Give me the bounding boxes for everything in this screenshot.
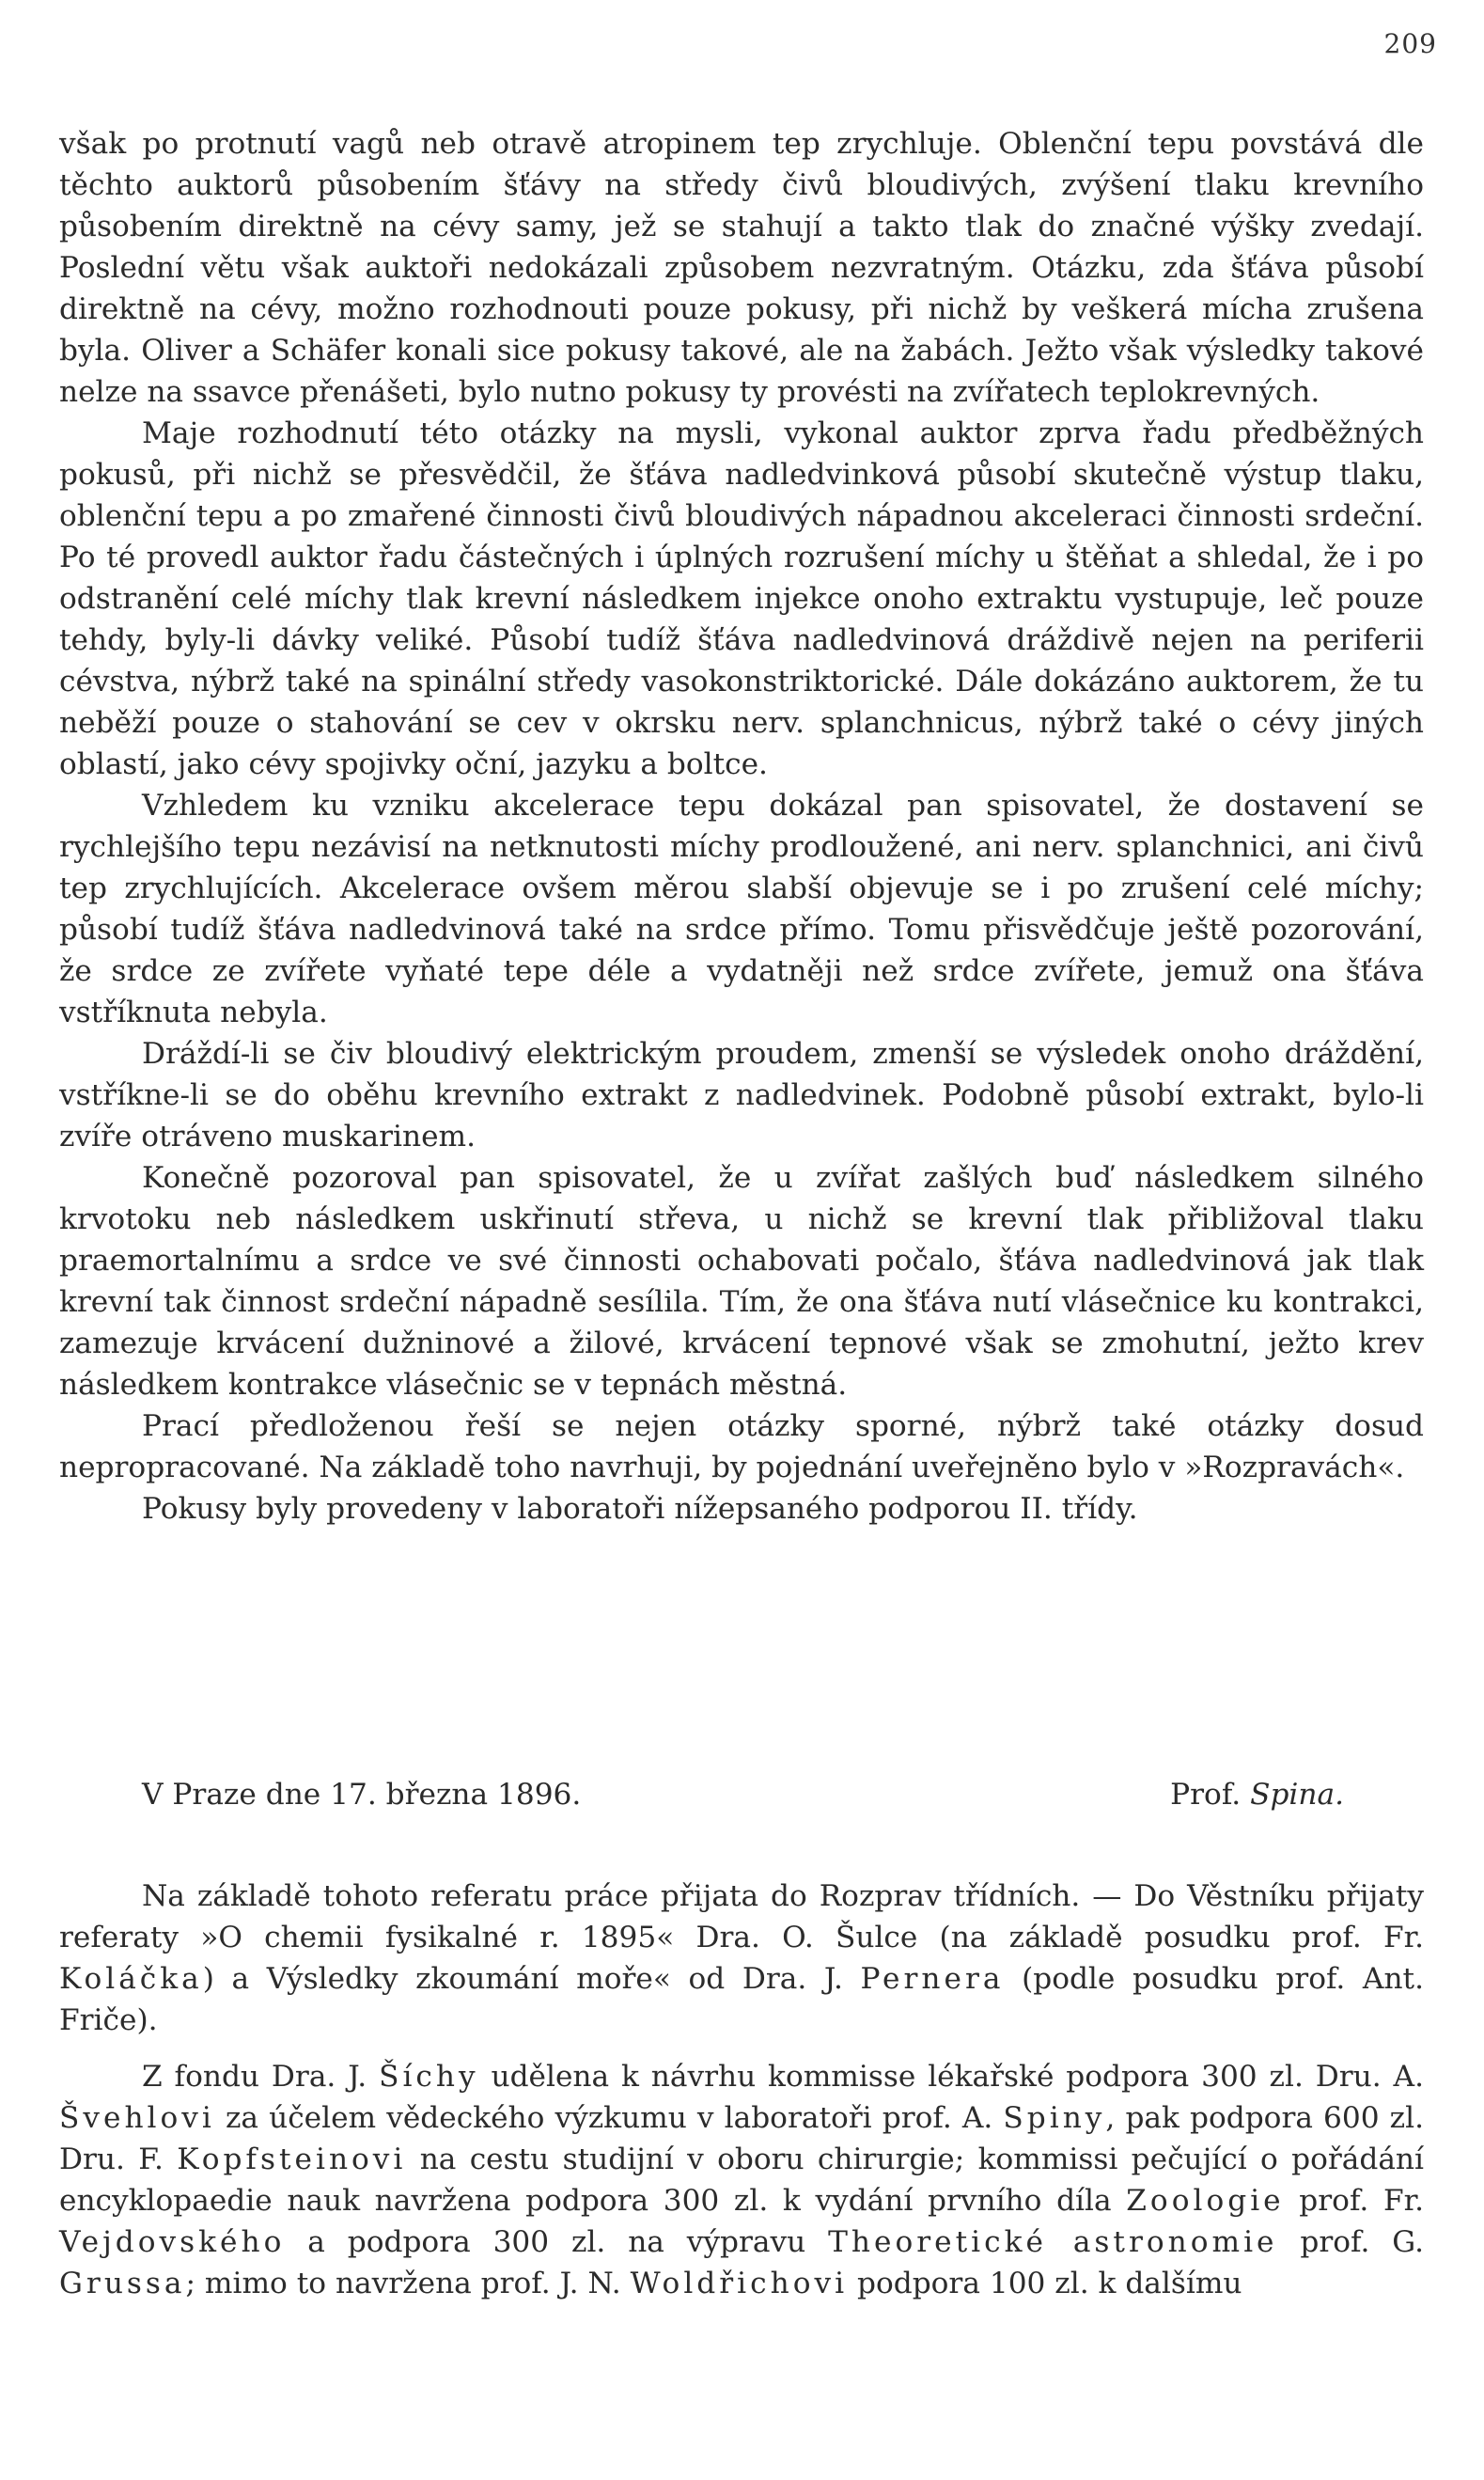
signature-prefix: Prof. xyxy=(1170,1778,1242,1812)
signature-line xyxy=(59,1774,1424,1815)
page-number: 209 xyxy=(1383,28,1437,59)
paragraph-grants: Z fondu Dra. J. Šíchy udělena k návrhu kommisse lékařské podpora 300 zl. Dru. A. Švehlovi za účelem vědeckého výzkumu v laboratoři prof. A. Spiny, pak podpora 600 zl. Dru. F. Kopfsteinovi na cestu studijní v oboru chirurgie; kommissi pečující o pořádání encyklopaedie nauk navržena podpora 300 zl. k vydání prvního díla Zoologie prof. Fr. Vejdovského a podpora 300 zl. na výpravu Theoretické astronomie prof. G. Grussa; mimo to navržena prof. J. N. Woldřichovi podpora 100 zl. k dalšímu xyxy=(59,2060,1425,2300)
paragraph-conclusion: Konečně pozoroval pan spisovatel, že u zvířat zašlých buď následkem silného krvotoku neb následkem uskřinutí střeva, u nichž se krevní tlak přibližoval tlaku praemortalnímu a srdce ve své činnosti ochabovati počalo, šťáva nadledvinová jak tlak krevní tak činnost srdeční nápadně sesílila. Tím, že ona šťáva nutí vlásečnice ku kontrakci, zamezuje krvácení dužninové a žilové, krvácení tepnové však se zmohutní, ježto krev následkem kontrakce vlásečnic se v tepnách městná. xyxy=(59,1161,1424,1402)
paragraph-proposal: Prací předloženou řeší se nejen otázky sporné, nýbrž také otázky dosud nepropracované. Na základě toho navrhuji, by pojednání uveřejněno bylo v »Rozpravách«. xyxy=(59,1409,1424,1484)
paragraph-continuation: však po protnutí vagů neb otravě atropinem tep zrychluje. Oblenční tepu povstává dle těchto auktorů působením šťávy na středy čivů bloudivých, zvýšení tlaku krevního působením direktně na cévy samy, jež se stahují a takto tlak do značné výšky zvedají. Poslední větu však auktoři nedokázali způsobem nezvratným. Otázku, zda šťáva působí direktně na cévy, možno rozhodnouti pouze pokusy, při nichž by veškerá mícha zrušena byla. Oliver a Schäfer konali sice pokusy takové, ale na žabách. Ježto však výsledky takové nelze na ssavce přenášeti, bylo nutno pokusy ty provésti na zvířatech teplokrevných. xyxy=(59,127,1424,409)
paragraph-vagus: Dráždí-li se čiv bloudivý elektrickým proudem, zmenší se výsledek onoho dráždění, vstříkne-li se do oběhu krevního extrakt z nadledvinek. Podobně působí extrakt, bylo-li zvíře otráveno muskarinem. xyxy=(59,1037,1424,1154)
paragraph-accepted-works: Na základě tohoto referatu práce přijata do Rozprav třídních. — Do Věstníku přijaty referaty »O chemii fysikalné r. 1895« Dra. O. Šulce (na základě posudku prof. Fr. Koláčka) a Výsledky zkoumání moře« od Dra. J. Pernera (podle posudku prof. Ant. Friče). xyxy=(59,1879,1424,2037)
paragraph-acceleration: Vzhledem ku vzniku akcelerace tepu dokázal pan spisovatel, že dostavení se rychlejšího tepu nezávisí na netknutosti míchy prodloužené, ani nerv. splanchnici, ani čivů tep zrychlujících. Akcelerace ovšem měrou slabší objevuje se i po zrušení celé míchy; působí tudíž šťáva nadledvinová také na srdce přímo. Tomu přisvědčuje ještě pozorování, že srdce ze zvířete vyňaté tepe déle a vydatněji než srdce zvířete, jemuž ona šťáva vstříknuta nebyla. xyxy=(59,789,1424,1029)
signature-date: V Praze dne 17. března 1896. xyxy=(142,1778,582,1812)
report-body xyxy=(59,123,1424,1530)
minutes-body xyxy=(59,1876,1424,2304)
paragraph-laboratory: Pokusy byly provedeny v laboratoři nížepsaného podporou II. třídy. xyxy=(142,1492,1138,1526)
signature-name: Spina. xyxy=(1250,1778,1344,1812)
signature-author xyxy=(1170,1774,1424,1815)
paragraph-experiments: Maje rozhodnutí této otázky na mysli, vykonal auktor zprva řadu předběžných pokusů, při nichž se přesvědčil, že šťáva nadledvinková působí skutečně výstup tlaku, oblenční tepu a po zmařené činnosti čivů bloudivých nápadnou akceleraci činnosti srdeční. Po té provedl auktor řadu částečných i úplných rozrušení míchy u štěňat a shledal, že i po odstranění celé míchy tlak krevní následkem injekce onoho extraktu vystupuje, leč pouze tehdy, byly-li dávky veliké. Působí tudíž šťáva nadledvinová dráždivě nejen na periferii cévstva, nýbrž také na spinální středy vasokonstriktorické. Dále dokázáno auktorem, že tu neběží pouze o stahování se cev v okrsku nerv. splanchnicus, nýbrž také o cévy jiných oblastí, jako cévy spojivky oční, jazyku a boltce. xyxy=(59,416,1424,781)
